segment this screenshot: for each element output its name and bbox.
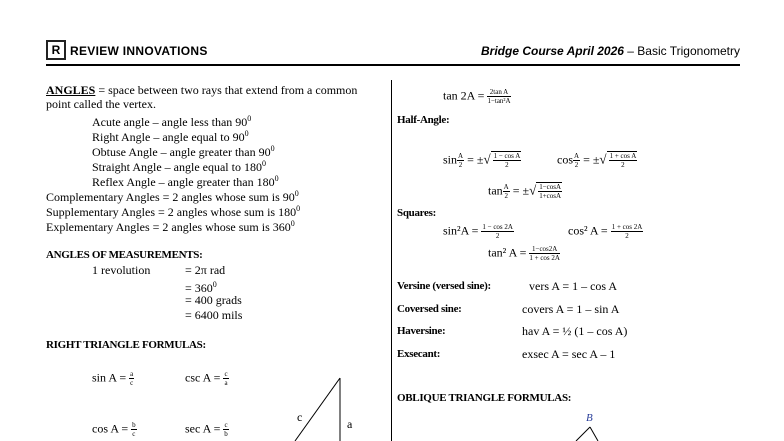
measurements-heading: ANGLES OF MEASUREMENTS:	[46, 249, 203, 261]
straight-angle: Straight Angle – angle equal to $180^0$	[92, 159, 266, 174]
sin-half-formula: sin $\frac{A}{2}$ = ±√ $\frac{\text{1 − cos A}}{2}$	[443, 151, 521, 169]
sec-formula: sec A = $\frac{c}{b}$	[185, 421, 228, 438]
triangle-label-c: c	[297, 410, 303, 424]
haversine-formula: hav A = ½ (1 – cos A)	[522, 324, 628, 338]
obtuse-angle: Obtuse Angle – angle greater than $90^0$	[92, 144, 275, 159]
page-header	[46, 40, 740, 62]
cos-half-formula: cos $\frac{A}{2}$ = ±√ $\frac{\text{1 + cos A}}{2}$	[557, 151, 637, 169]
deg-value: = $360^0$	[185, 280, 217, 295]
tan-half-formula: tan $\frac{A}{2}$ = ±√ $\frac{1-\cos A}{1+\cos A}$	[488, 182, 562, 200]
acute-angle: Acute angle – angle less than $90^0$	[92, 114, 252, 129]
oblique-triangle-diagram	[570, 423, 610, 441]
oblique-label-b: B	[586, 412, 593, 424]
right-triangle-diagram	[285, 372, 365, 441]
cos-squared-formula: cos² A = $\frac{1 + \cos 2A}{2}$	[568, 223, 643, 240]
versine-formula: vers A = 1 – cos A	[529, 279, 618, 293]
exsecant-formula: exsec A = sec A – 1	[522, 347, 616, 361]
exsecant-label: Exsecant:	[397, 348, 441, 360]
grads-value: = 400 grads	[185, 293, 242, 307]
rad-value: = 2π rad	[185, 263, 226, 277]
cos-formula: cos A = $\frac{b}{c}$	[92, 421, 136, 438]
half-angle-heading: Half-Angle:	[397, 114, 450, 126]
right-angle: Right Angle – angle equal to $90^0$	[92, 129, 249, 144]
csc-formula: csc A = $\frac{c}{a}$	[185, 370, 228, 387]
oblique-left-side	[576, 427, 590, 441]
triangle-label-a: a	[347, 417, 353, 431]
column-divider	[391, 80, 392, 441]
revolution-label: 1 revolution	[92, 263, 151, 277]
haversine-label: Haversine:	[397, 325, 446, 337]
angles-definition-cont: point called the vertex.	[46, 97, 156, 111]
brand-name: REVIEW INNOVATIONS	[70, 44, 208, 58]
tan-squared-formula: tan² A = $\frac{1-\cos 2A}{1 + \cos 2A}$	[488, 245, 560, 262]
complementary-angles: Complementary Angles = 2 angles whose sum is $90^0$	[46, 189, 299, 204]
supplementary-angles: Supplementary Angles = 2 angles whose sum is $180^0$	[46, 204, 301, 219]
sin-squared-formula: sin²A = $\frac{1 - \cos 2A}{2}$	[443, 223, 513, 240]
oblique-right-side	[590, 427, 598, 441]
course-title: Bridge Course April 2026 – Basic Trigonometry	[481, 44, 740, 58]
sin-formula: sin A = $\frac{a}{c}$	[92, 370, 134, 387]
versine-label: Versine (versed sine):	[397, 280, 491, 292]
right-triangle-heading: RIGHT TRIANGLE FORMULAS:	[46, 339, 206, 351]
header-rule	[46, 64, 740, 66]
squares-heading: Squares:	[397, 207, 436, 219]
oblique-triangle-heading: OBLIQUE TRIANGLE FORMULAS:	[397, 392, 572, 404]
angles-definition: ANGLES = space between two rays that extend from a common	[46, 83, 358, 97]
mils-value: = 6400 mils	[185, 308, 243, 322]
explementary-angles: Explementary Angles = 2 angles whose sum is $360^0$	[46, 219, 295, 234]
tan-double-angle: tan 2A = $\frac{\text{2tan A}}{\text{1−tan²A}}$	[443, 88, 511, 105]
reflex-angle: Reflex Angle – angle greater than $180^0$	[92, 174, 279, 189]
logo: R	[46, 40, 66, 60]
coversed-label: Coversed sine:	[397, 303, 462, 315]
coversed-formula: covers A = 1 – sin A	[522, 302, 620, 316]
